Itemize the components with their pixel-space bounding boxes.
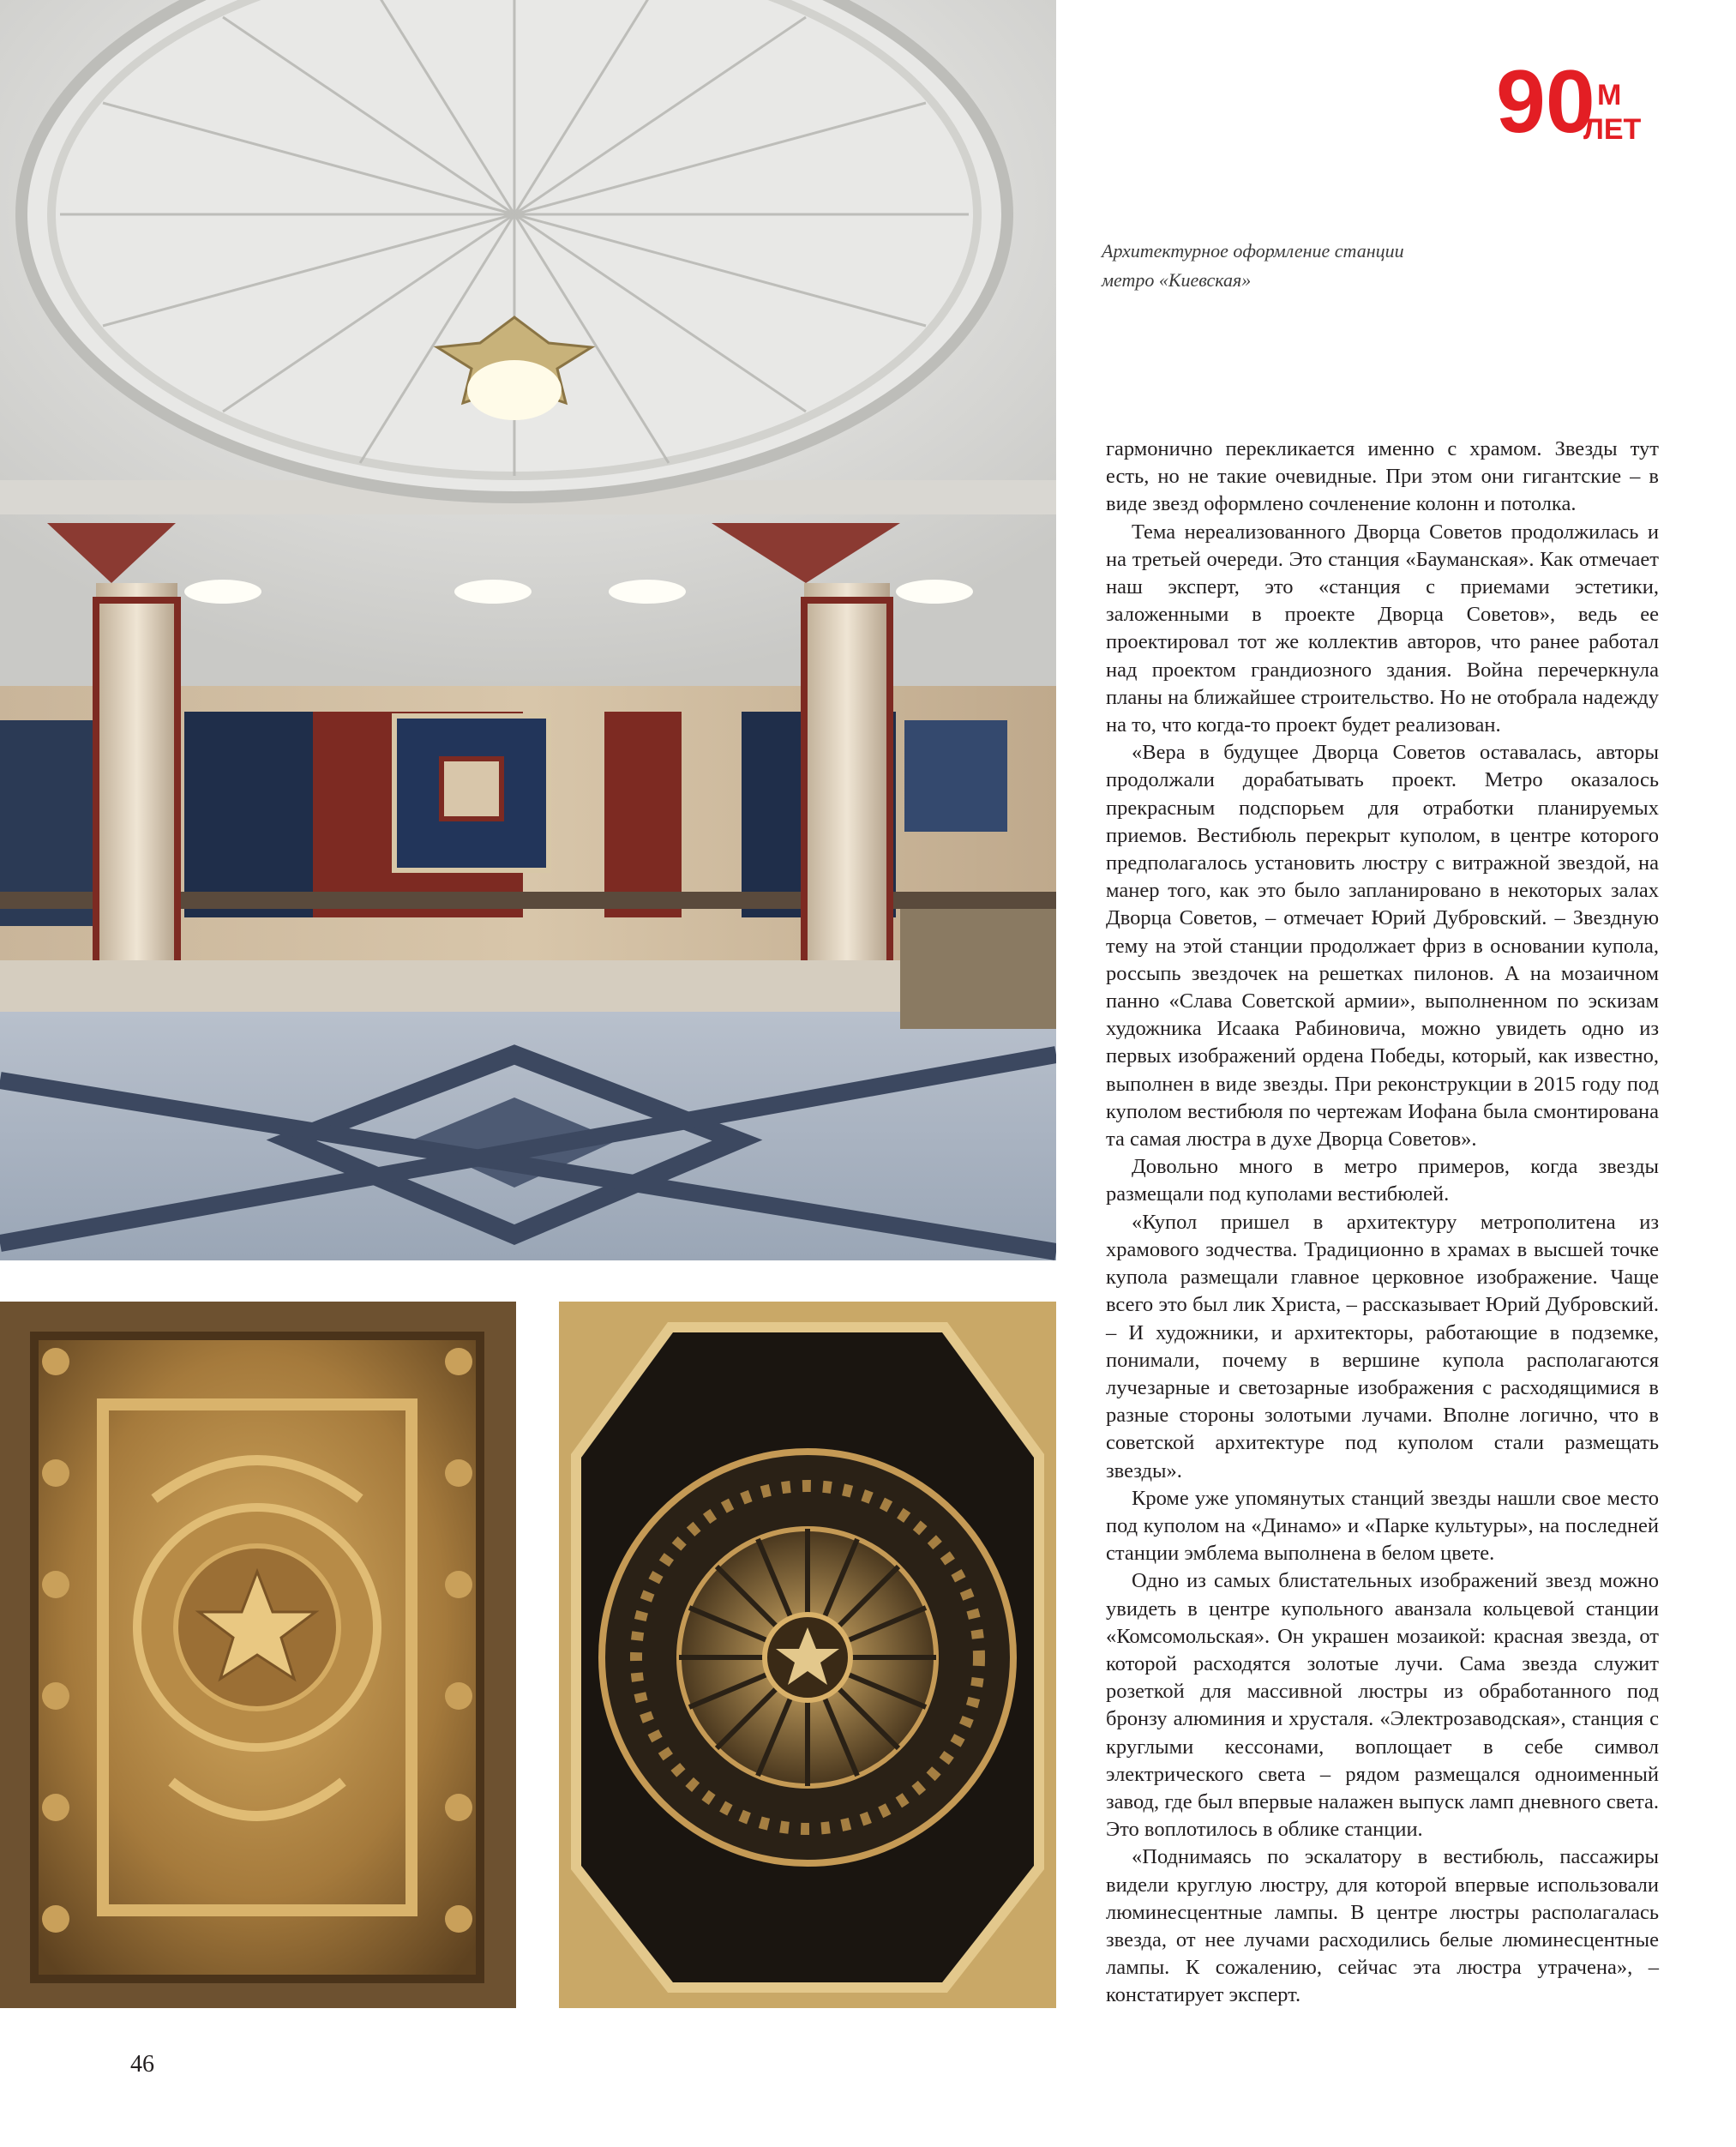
ceiling-rosette-photo (559, 1302, 1056, 2008)
article-paragraph: «Купол пришел в архитектуру метрополитена из храмового зодчества. Традиционно в храмах в высшей точке купола размещали главное церковное изображение. Чаще всего это был лик Христа, – рассказывает Юрий Дубровский. – И художники, и архитекторы, работающие в подземке, понимали, почему в вершине купола располагаются лучезарные и светозарные изображения с расходящимися в разные стороны золотыми лучами. Вполне логично, что в советской архитектуре под куполом стали размещать звезды». (1106, 1210, 1659, 1482)
metro-hall-photo (0, 0, 1056, 1260)
article-paragraph: гармонично перекликается именно с храмом. Звезды тут есть, но не такие очевидные. При этом они гигантские – в виде звезд оформлено сочленение колонн и потолка. (1106, 437, 1659, 516)
article-paragraph: Кроме уже упомянутых станций звезды нашли свое место под куполом на «Динамо» и «Парке культуры», на последней станции эмблема выполнена в белом цвете. (1106, 1486, 1659, 1566)
article-paragraph: Одно из самых блистательных изображений звезд можно увидеть в центре купольного аванзала кольцевой станции «Комсомольская». Он украшен мозаикой: красная звезда, от которой расходятся золотые лучи. Сама звезда служит розеткой для массивной люстры из обработанного под бронзу алюминия и хрусталя. «Электрозаводская», станция с круглыми кессонами, воплощает в себе символ электрического света – рядом размещался одноименный завод, где был впервые налажен выпуск ламп дневного света. Это воплотилось в облике станции. (1106, 1569, 1659, 1842)
rosette-illustration (559, 1302, 1056, 2008)
door-illustration (0, 1302, 516, 2008)
logo-graphic (1496, 53, 1667, 147)
article-paragraph: «Поднимаясь по эскалатору в вестибюль, пассажиры видели круглую люстру, для которой впервые использовали люминесцентные лампы. В центре люстры располагалась звезда, от нее лучами расходились белые люминесцентные лампы. К сожалению, сейчас эта люстра утрачена», – констатирует эксперт. (1106, 1845, 1659, 2007)
photo-caption (1102, 237, 1547, 295)
article-paragraph: Тема нереализованного Дворца Советов продолжилась и на третьей очереди. Это станция «Бауманская». Как отмечает наш эксперт, это «станция с приемами эстетики, заложенными в проекте Дворца Советов», ведь ее проектировал тот же коллектив авторов, что ранее работал над проектом грандиозного здания. Война перечеркнула планы на ближайшее строительство. Но не отобрала надежду на то, что когда-то проект будет реализован. (1106, 520, 1659, 737)
caption-line-1: Архитектурное оформление станции (1102, 240, 1404, 262)
logo-number: 90 (1496, 53, 1595, 147)
logo-word: ЛЕТ (1583, 113, 1642, 146)
hall-illustration (0, 0, 1056, 1260)
caption-line-2: метро «Киевская» (1102, 269, 1252, 291)
article-body (1106, 436, 1659, 2010)
90-years-logo (1496, 53, 1667, 147)
article-paragraph: «Вера в будущее Дворца Советов оставалась, авторы продолжали дорабатывать проект. Метро оказалось прекрасным подспорьем для отработки планируемых приемов. Вестибюль перекрыт куполом, в центре которого предполагалось установить люстру с витражной звездой, на манер того, как это было запланировано в некоторых залах Дворца Советов, – отмечает Юрий Дубровский. – Звездную тему на этой станции продолжает фриз в основании купола, россыпь звездочек на решетках пилонов. А на мозаичном панно «Слава Советской армии», выполненном по эскизам художника Исаака Рабиновича, можно увидеть одно из первых изображений ордена Победы, который, как известно, выполнен в виде звезды. При реконструкции в 2015 году под куполом вестибюля по чертежам Иофана была смонтирована та самая люстра в духе Дворца Советов». (1106, 741, 1659, 1152)
article-paragraph: Довольно много в метро примеров, когда звезды размещали под куполами вестибюлей. (1106, 1155, 1659, 1206)
page-number: 46 (130, 2051, 154, 2078)
logo-letter: М (1597, 79, 1622, 111)
bronze-door-photo (0, 1302, 516, 2008)
